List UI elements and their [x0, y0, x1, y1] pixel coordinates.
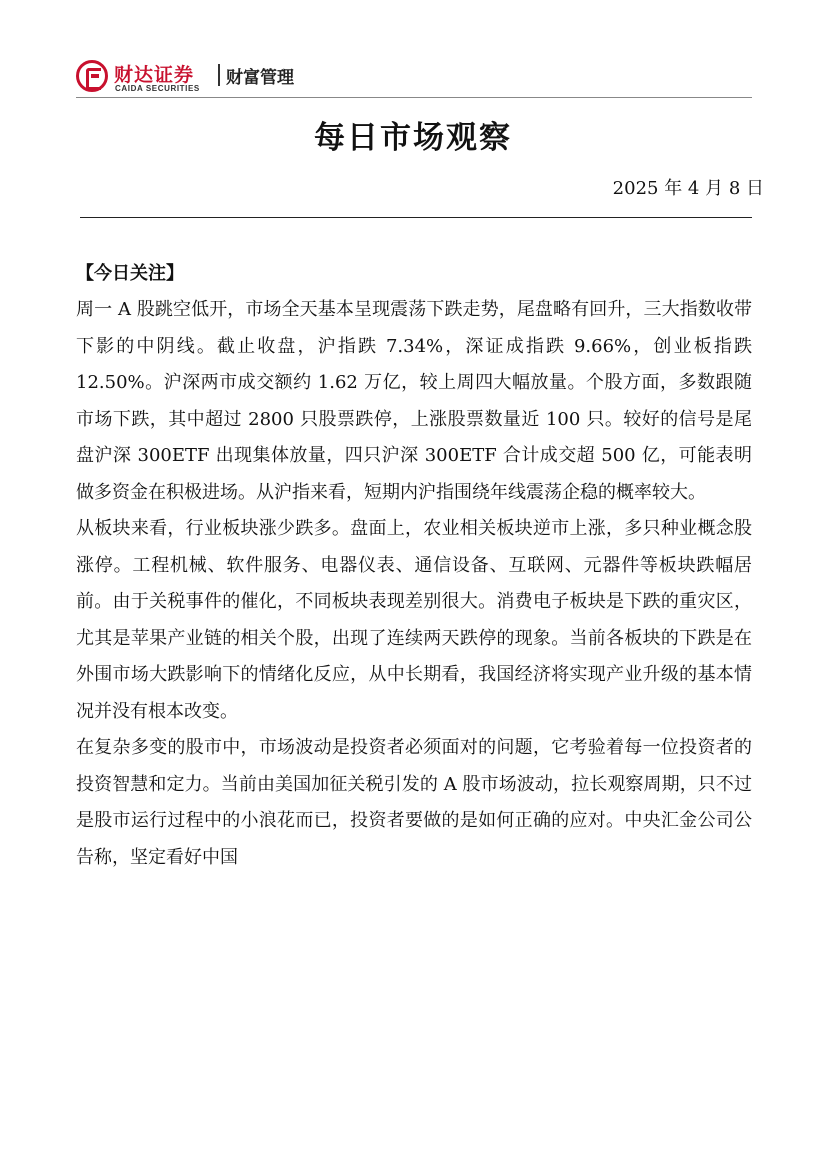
date-divider: [80, 217, 752, 218]
document-body: [76, 256, 752, 876]
brand-subtitle: 财富管理: [226, 68, 294, 88]
header-divider: [76, 97, 752, 98]
section-heading: 【今日关注】: [76, 263, 184, 284]
paragraph-market-overview: 周一 A 股跳空低开，市场全天基本呈现震荡下跌走势，尾盘略有回升，三大指数收带下影的中阴线。截止收盘，沪指跌 7.34%，深证成指跌 9.66%，创业板指跌 12.50%。沪深两市成交额约 1.62 万亿，较上周四大幅放量。个股方面，多数跟随市场下跌，其中超过 2800 只股票跌停，上涨股票数量近 100 只。较好的信号是尾盘沪深 300ETF 出现集体放量，四只沪深 300ETF 合计成交超 500 亿，可能表明做多资金在积极进场。从沪指来看，短期内沪指围绕年线震荡企稳的概率较大。: [76, 299, 752, 503]
paragraph-investor-advice: 在复杂多变的股市中，市场波动是投资者必须面对的问题，它考验着每一位投资者的投资智慧和定力。当前由美国加征关税引发的 A 股市场波动，拉长观察周期，只不过是股市运行过程中的小浪花而已，投资者要做的是如何正确的应对。中央汇金公司公告称，坚定看好中国: [76, 737, 752, 868]
caida-logo-icon: [76, 60, 108, 92]
brand-name-cn: 财达证券: [114, 64, 195, 86]
document-date: 2025 年 4 月 8 日: [612, 178, 764, 199]
paragraph-sector-analysis: 从板块来看，行业板块涨少跌多。盘面上，农业相关板块逆市上涨，多只种业概念股涨停。工程机械、软件服务、电器仪表、通信设备、互联网、元器件等板块跌幅居前。由于关税事件的催化，不同板块表现差别很大。消费电子板块是下跌的重灾区，尤其是苹果产业链的相关个股，出现了连续两天跌停的现象。当前各板块的下跌是在外围市场大跌影响下的情绪化反应，从中长期看，我国经济将实现产业升级的基本情况并没有根本改变。: [76, 518, 752, 722]
brand-divider: [218, 64, 220, 86]
document-title: 每日市场观察: [314, 120, 512, 156]
page-header: [76, 58, 752, 98]
brand-name-en: CAIDA SECURITIES: [115, 84, 200, 93]
